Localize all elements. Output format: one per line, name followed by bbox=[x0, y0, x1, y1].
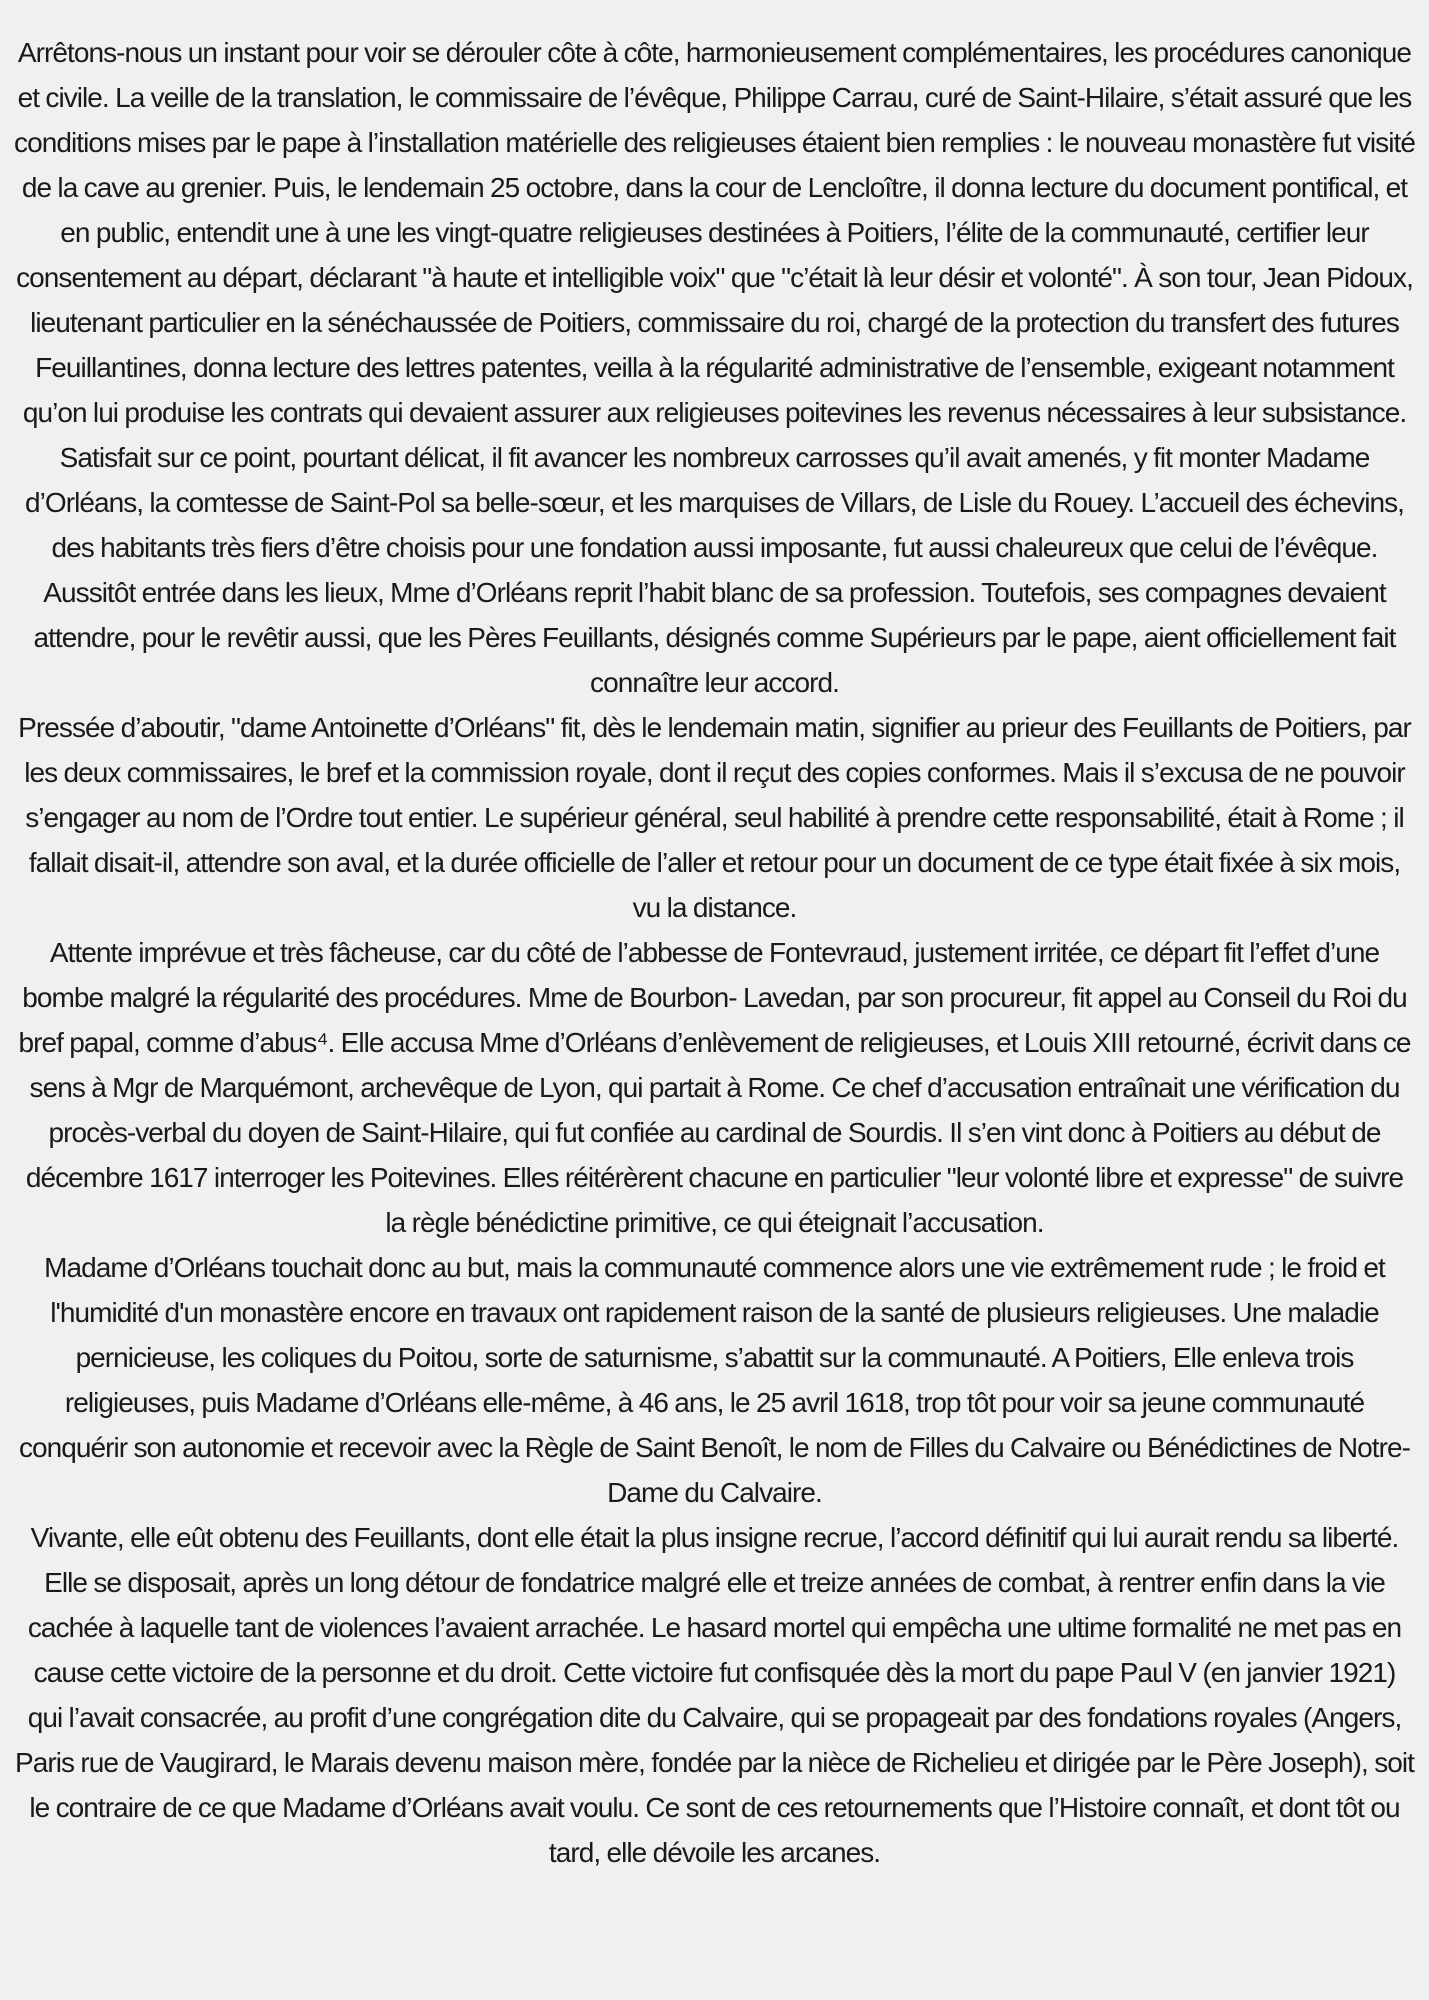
paragraph-feuillants-prior: Pressée d’aboutir, "dame Antoinette d’Orléans" fit, dès le lendemain matin, signifier au prieur des Feuillants de Poitiers, par les deux commissaires, le bref et la commission royale, dont il reçut des copies conformes. Mais il s’excusa de ne pouvoir s’engager au nom de l’Ordre tout entier. Le supérieur général, seul habilité à prendre cette responsabilité, était à Rome ; il fallait disait-il, attendre son aval, et la durée officielle de l’aller et retour pour un document de ce type était fixée à six mois, vu la distance. bbox=[18, 712, 1411, 923]
paragraph-illness-death: Madame d’Orléans touchait donc au but, mais la communauté commence alors une vie extrêmement rude ; le froid et l'humidité d'un monastère encore en travaux ont rapidement raison de la santé de plusieurs religieuses. Une maladie pernicieuse, les coliques du Poitou, sorte de saturnisme, s’abattit sur la communauté. A Poitiers, Elle enleva trois religieuses, puis Madame d’Orléans elle-même, à 46 ans, le 25 avril 1618, trop tôt pour voir sa jeune communauté conquérir son autonomie et recevoir avec la Règle de Saint Benoît, le nom de Filles du Calvaire ou Bénédictines de Notre-Dame du Calvaire. bbox=[18, 1252, 1410, 1508]
paragraph-translation-procedures: Arrêtons-nous un instant pour voir se dérouler côte à côte, harmonieusement complémentaires, les procédures canonique et civile. La veille de la translation, le commissaire de l’évêque, Philippe Carrau, curé de Saint-Hilaire, s’était assuré que les conditions mises par le pape à l’installation matérielle des religieuses étaient bien remplies : le nouveau monastère fut visité de la cave au grenier. Puis, le lendemain 25 octobre, dans la cour de Lencloître, il donna lecture du document pontifical, et en public, entendit une à une les vingt-quatre religieuses destinées à Poitiers, l’élite de la communauté, certifier leur consentement au départ, déclarant "à haute et intelligible voix" que "c’était là leur désir et volonté". À son tour, Jean Pidoux, lieutenant particulier en la sénéchaussée de Poitiers, commissaire du roi, chargé de la protection du transfert des futures Feuillantines, donna lecture des lettres patentes, veilla à la régularité administrative de l’ensemble, exigeant notamment qu’on lui produise les contrats qui devaient assurer aux religieuses poitevines les revenus nécessaires à leur subsistance. Satisfait sur ce point, pourtant délicat, il fit avancer les nombreux carrosses qu’il avait amenés, y fit monter Madame d’Orléans, la comtesse de Saint-Pol sa belle-sœur, et les marquises de Villars, de Lisle du Rouey. L’accueil des échevins, des habitants très fiers d’être choisis pour une fondation aussi imposante, fut aussi chaleureux que celui de l’évêque. Aussitôt entrée dans les lieux, Mme d’Orléans reprit l’habit blanc de sa profession. Toutefois, ses compagnes devaient attendre, pour le revêtir aussi, que les Pères Feuillants, désignés comme Supérieurs par le pape, aient officiellement fait connaître leur accord. bbox=[14, 37, 1415, 698]
paragraph-fontevraud-appeal: Attente imprévue et très fâcheuse, car du côté de l’abbesse de Fontevraud, justement irritée, ce départ fit l’effet d’une bombe malgré la régularité des procédures. Mme de Bourbon- Lavedan, par son procureur, fit appel au Conseil du Roi du bref papal, comme d’abus⁴. Elle accusa Mme d’Orléans d’enlèvement de religieuses, et Louis XIII retourné, écrivit dans ce sens à Mgr de Marquémont, archevêque de Lyon, qui partait à Rome. Ce chef d’accusation entraînait une vérification du procès-verbal du doyen de Saint-Hilaire, qui fut confiée au cardinal de Sourdis. Il s’en vint donc à Poitiers au début de décembre 1617 interroger les Poitevines. Elles réitérèrent chacune en particulier "leur volonté libre et expresse" de suivre la règle bénédictine primitive, ce qui éteignait l’accusation. bbox=[18, 937, 1411, 1238]
document-body bbox=[14, 30, 1415, 1875]
paragraph-victory-confiscated: Vivante, elle eût obtenu des Feuillants, dont elle était la plus insigne recrue, l’accord définitif qui lui aurait rendu sa liberté. Elle se disposait, après un long détour de fondatrice malgré elle et treize années de combat, à rentrer enfin dans la vie cachée à laquelle tant de violences l’avaient arrachée. Le hasard mortel qui empêcha une ultime formalité ne met pas en cause cette victoire de la personne et du droit. Cette victoire fut confisquée dès la mort du pape Paul V (en janvier 1921) qui l’avait consacrée, au profit d’une congrégation dite du Calvaire, qui se propageait par des fondations royales (Angers, Paris rue de Vaugirard, le Marais devenu maison mère, fondée par la nièce de Richelieu et dirigée par le Père Joseph), soit le contraire de ce que Madame d’Orléans avait voulu. Ce sont de ces retournements que l’Histoire connaît, et dont tôt ou tard, elle dévoile les arcanes. bbox=[15, 1522, 1414, 1868]
